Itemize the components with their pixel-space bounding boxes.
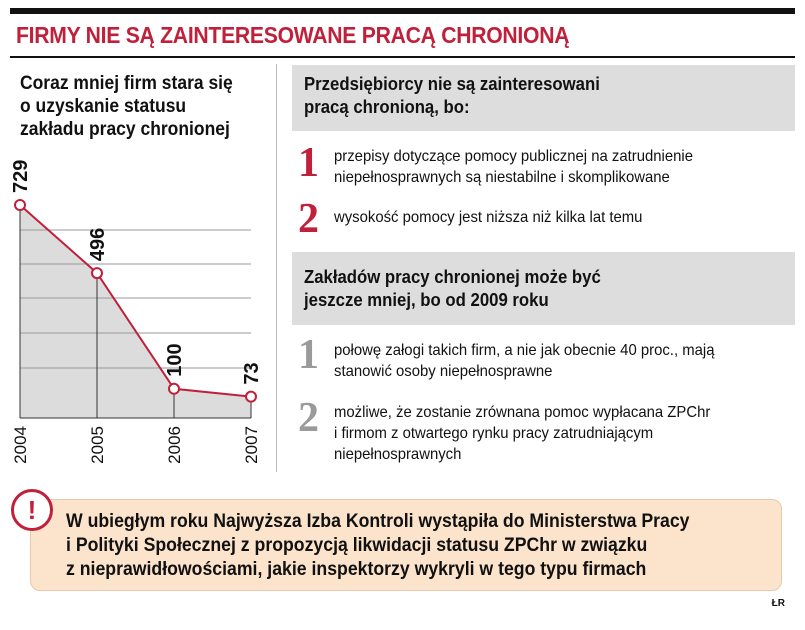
item-number: 2 (298, 196, 319, 242)
x-tick-label: 2004 (11, 426, 30, 464)
reason-line: niepełnosprawnych są niestabilne i skomplikowane (334, 169, 670, 186)
section1-heading-line: pracą chronioną, bo: (304, 97, 470, 117)
change-line: możliwe, że zostanie zrównana pomoc wypłacana ZPChr (334, 404, 711, 421)
change-line: stanowić osoby niepełnosprawne (334, 363, 553, 380)
reason-line: przepisy dotyczące pomocy publicznej na zatrudnienie (334, 148, 693, 165)
change-line: połowę załogi takich firm, a nie jak obecnie 40 proc., mają (334, 342, 715, 359)
chart-title-line: Coraz mniej firm stara się (20, 73, 233, 94)
page-title: FIRMY NIE SĄ ZAINTERESOWANE PRACĄ CHRONIONĄ (16, 22, 570, 48)
reason-item (334, 146, 720, 188)
note-line: W ubiegłym roku Najwyższa Izba Kontroli wystąpiła do Ministerstwa Pracy (66, 511, 690, 532)
chart-title-line: zakładu pracy chronionej (20, 119, 230, 140)
section1-heading-line: Przedsiębiorcy nie są zainteresowani (304, 74, 600, 94)
change-item (334, 340, 743, 382)
column-divider (276, 64, 277, 472)
change-line: niepełnosprawnych (334, 446, 462, 463)
change-item (334, 402, 739, 465)
x-tick-label: 2007 (242, 426, 261, 464)
chart-title-line: o uzyskanie statusu (20, 96, 187, 117)
x-tick-label: 2005 (88, 426, 107, 464)
note-line: z nieprawidłowościami, jakie inspektorzy wykryli w tego typu firmach (66, 559, 647, 580)
data-label: 729 (10, 159, 32, 193)
item-number: 1 (298, 140, 319, 186)
section2-heading-line: jeszcze mniej, bo od 2009 roku (304, 290, 549, 310)
item-number: 2 (298, 395, 319, 441)
note-line: i Polityki Społecznej z propozycją likwidacji statusu ZPChr w związku (66, 535, 648, 556)
data-point (15, 200, 25, 210)
reason-item (334, 207, 666, 228)
data-point (169, 384, 179, 394)
data-label: 100 (164, 343, 186, 377)
section2-heading (292, 252, 795, 325)
reason-line: wysokość pomocy jest niższa niż kilka lat temu (334, 209, 643, 226)
exclamation-glyph: ! (27, 495, 37, 525)
item-number: 1 (298, 332, 319, 378)
exclamation-icon (11, 489, 53, 531)
credit: ŁR (771, 598, 785, 609)
data-point (92, 268, 102, 278)
section2-heading-line: Zakładów pracy chronionej może być (304, 267, 601, 287)
data-label: 73 (241, 362, 263, 385)
change-line: i firmom z otwartego rynku pracy zatrudniającym (334, 425, 654, 442)
note-text (66, 510, 736, 582)
line-chart (0, 0, 280, 480)
data-label: 496 (87, 227, 109, 262)
x-tick-label: 2006 (165, 426, 184, 464)
data-point (246, 392, 256, 402)
section1-heading (292, 65, 795, 131)
